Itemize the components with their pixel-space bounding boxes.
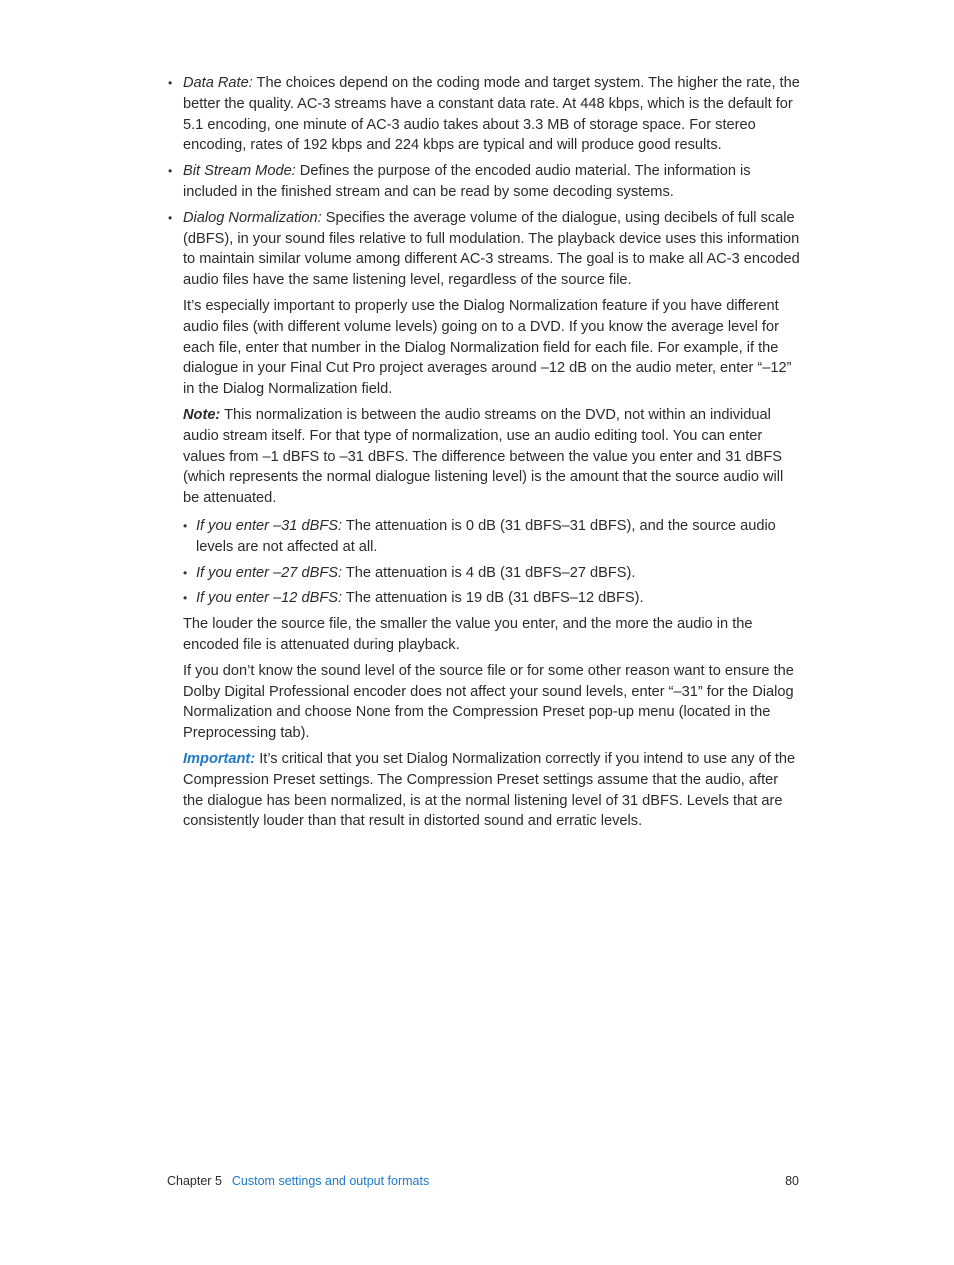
- note-paragraph: [183, 405, 801, 509]
- bullet-text: Defines the purpose of the encoded audio material. The information is included in the finished stream and can be read by some decoding systems.: [183, 163, 751, 200]
- page-body: [183, 73, 801, 837]
- sub-bullet-minus-12: [196, 588, 801, 609]
- footer-chapter: Chapter 5: [167, 1174, 222, 1188]
- paragraph-dont-know-level: If you don’t know the sound level of the source file or for some other reason want to ensure the Dolby Digital Professional encoder does not affect your sound levels, enter “–31” for the Dialog Normalization and choose None from the Compression Preset pop-up menu (located in the Preprocessing tab).: [183, 662, 794, 742]
- sub-bullet-text: The attenuation is 0 dB (31 dBFS–31 dBFS), and the source audio levels are not affected at all.: [196, 517, 776, 555]
- sub-bullet-term: If you enter –12 dBFS:: [196, 590, 343, 607]
- bullet-bit-stream-mode: [183, 161, 801, 203]
- paragraph-important-use: It’s especially important to properly use the Dialog Normalization feature if you have different audio files (with different volume levels) going on to a DVD. If you know the average level for each file, enter that number in the Dialog Normalization field for each file. For example, if the dialogue in your Final Cut Pro project averages around –12 dB on the audio meter, enter “–12” in the Dialog Normalization field.: [183, 297, 792, 398]
- bullet-dialog-normalization: [183, 208, 801, 291]
- bullet-text: Specifies the average volume of the dialogue, using decibels of full scale (dBFS), in your sound files relative to full modulation. The playback device uses this information to maintain similar volume among different AC-3 streams. The goal is to make all AC-3 encoded audio files have the same listening level, regardless of the source file.: [183, 209, 800, 289]
- sub-bullet-text: The attenuation is 19 dB (31 dBFS–12 dBFS).: [342, 590, 644, 607]
- paragraph-louder-source: The louder the source file, the smaller the value you enter, and the more the audio in the encoded file is attenuated during playback.: [183, 616, 753, 653]
- bullet-data-rate: [183, 73, 801, 156]
- sub-bullet-term: If you enter –31 dBFS:: [196, 517, 343, 534]
- footer-page-number: 80: [785, 1174, 799, 1188]
- footer-chapter-title-link[interactable]: Custom settings and output formats: [231, 1174, 430, 1188]
- bullet-text: The choices depend on the coding mode and target system. The higher the rate, the better the quality. AC-3 streams have a constant data rate. At 448 kbps, which is the default for 5.1 encoding, one minute of AC-3 audio takes about 3.3 MB of storage space. For stereo encoding, rates of 192 kbps and 224 kbps are typical and will produce good results.: [183, 75, 800, 154]
- note-text: This normalization is between the audio streams on the DVD, not within an individual audio stream itself. For that type of normalization, use an audio editing tool. You can enter values from –1 dBFS to –31 dBFS. The difference between the value you enter and 31 dBFS (which represents the normal dialogue listening level) is the amount that the source audio will be attenuated.: [183, 406, 784, 507]
- important-label: Important:: [183, 750, 256, 767]
- sub-bullet-term: If you enter –27 dBFS:: [196, 564, 343, 581]
- page-footer: [167, 1172, 799, 1190]
- sub-bullet-text: The attenuation is 4 dB (31 dBFS–27 dBFS).: [342, 564, 636, 581]
- note-label: Note:: [183, 406, 221, 423]
- bullet-term: Dialog Normalization:: [183, 209, 322, 226]
- sub-bullet-minus-27: [196, 563, 801, 584]
- sub-bullet-minus-31: [196, 516, 801, 558]
- important-paragraph: [183, 749, 801, 832]
- bullet-term: Bit Stream Mode:: [183, 163, 296, 180]
- attenuation-examples-list: [183, 516, 801, 609]
- important-text: It’s critical that you set Dialog Normalization correctly if you intend to use any of the Compression Preset settings. The Compression Preset settings assume that the audio, after the dialogue has been normalized, is at the normal listening level of 31 dBFS. Levels that are consistently louder than that result in distorted sound and erratic levels.: [183, 750, 796, 830]
- bullet-term: Data Rate:: [183, 75, 253, 91]
